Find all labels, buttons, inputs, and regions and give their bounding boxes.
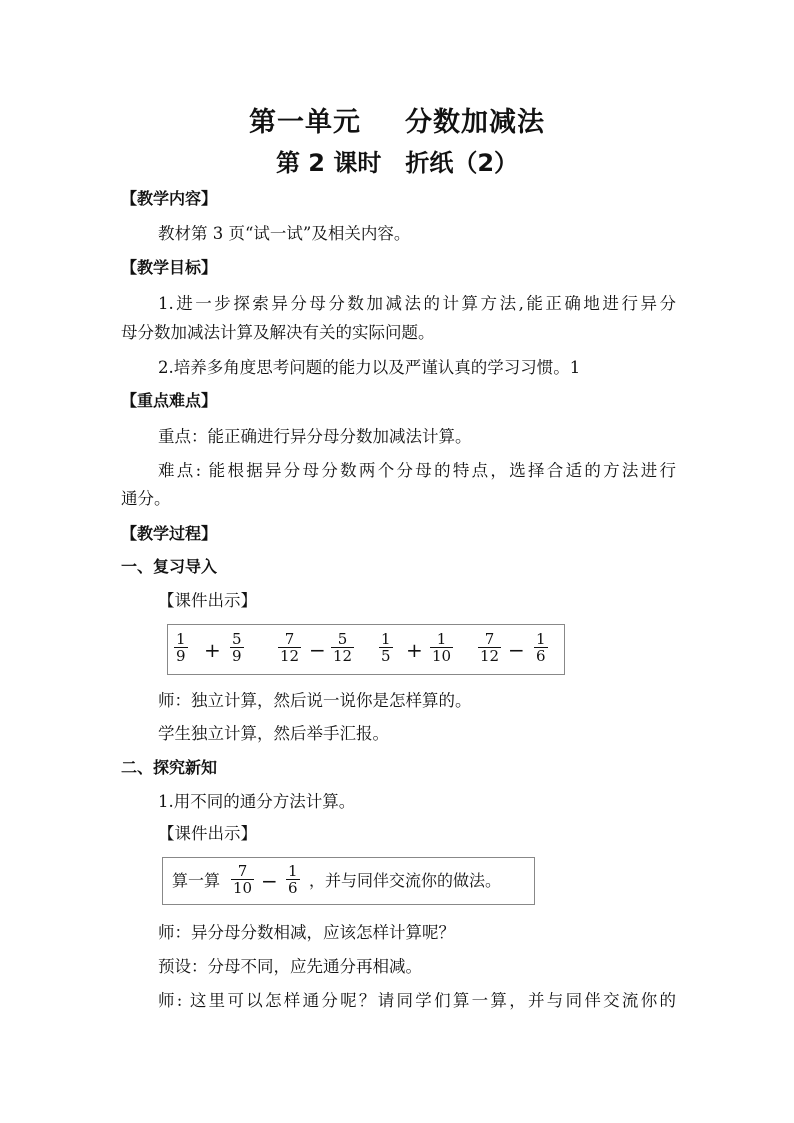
fraction-1-6: $\frac{1}{6}$ bbox=[288, 862, 298, 897]
box2-suffix: ，并与同伴交流你的做法。 bbox=[309, 871, 502, 890]
teacher-line-2: 师：异分母分数相减，应该怎样计算呢？ bbox=[158, 923, 455, 942]
box2-prefix: 算一算 bbox=[172, 871, 221, 890]
fraction-1-10: $\frac{1}{10}$ bbox=[432, 630, 452, 665]
content-heading: 【教学内容】 bbox=[121, 189, 218, 208]
goal1-line2: 母分数加减法计算及解决有关的实际问题。 bbox=[121, 323, 435, 342]
fraction-5-9: $\frac{5}{9}$ bbox=[232, 630, 242, 665]
student-line-1: 学生独立计算，然后举手汇报。 bbox=[158, 724, 389, 743]
plus-sign: + bbox=[406, 638, 423, 662]
fraction-7-12: $\frac{7}{12}$ bbox=[480, 630, 500, 665]
goal1-line1: 1.进一步探索异分母分数加减法的计算方法,能正确地进行异分 bbox=[158, 294, 676, 313]
part1-heading: 一、复习导入 bbox=[121, 557, 218, 576]
courseware1-box bbox=[167, 624, 565, 675]
difficulty-line2: 通分。 bbox=[121, 489, 171, 508]
minus-sign: − bbox=[261, 869, 278, 893]
fraction-1-5: $\frac{1}{5}$ bbox=[381, 630, 391, 665]
process-heading: 【教学过程】 bbox=[121, 524, 218, 543]
fraction-5-12: $\frac{5}{12}$ bbox=[333, 630, 353, 665]
lesson-name: 折纸（2） bbox=[405, 149, 519, 177]
courseware2-label: 【课件出示】 bbox=[158, 824, 257, 843]
goals-heading: 【教学目标】 bbox=[121, 258, 218, 277]
difficulty-line1: 难点: 能根据异分母分数两个分母的特点，选择合适的方法进行 bbox=[158, 461, 676, 480]
fraction-1-6: $\frac{1}{6}$ bbox=[536, 630, 546, 665]
fraction-7-12: $\frac{7}{12}$ bbox=[280, 630, 300, 665]
unit-label: 第一单元 bbox=[249, 107, 361, 138]
minus-sign: − bbox=[309, 638, 326, 662]
page-title bbox=[0, 100, 794, 139]
plus-sign: + bbox=[204, 638, 221, 662]
teacher-line-1: 师：独立计算，然后说一说你是怎样算的。 bbox=[158, 691, 472, 710]
key-heading: 【重点难点】 bbox=[121, 391, 218, 410]
content-text: 教材第 3 页“试一试”及相关内容。 bbox=[158, 224, 411, 243]
goal2-text: 2.培养多角度思考问题的能力以及严谨认真的学习习惯。1 bbox=[158, 358, 581, 377]
courseware1-label: 【课件出示】 bbox=[158, 591, 257, 610]
preset-line: 预设：分母不同，应先通分再相减。 bbox=[158, 957, 422, 976]
teacher-line-3: 师: 这里可以怎样通分呢？请同学们算一算，并与同伴交流你的 bbox=[158, 991, 676, 1010]
part2-heading: 二、探究新知 bbox=[121, 758, 218, 777]
minus-sign: − bbox=[508, 638, 525, 662]
topic-label: 分数加减法 bbox=[405, 107, 545, 138]
fraction-1-9: $\frac{1}{9}$ bbox=[176, 630, 186, 665]
key-point: 重点：能正确进行异分母分数加减法计算。 bbox=[158, 427, 472, 446]
fraction-7-10: $\frac{7}{10}$ bbox=[233, 862, 253, 897]
lesson-label: 第 2 课时 bbox=[275, 149, 382, 177]
courseware2-box bbox=[162, 857, 535, 905]
page-subtitle bbox=[0, 143, 794, 178]
step1-text: 1.用不同的通分方法计算。 bbox=[158, 792, 356, 811]
